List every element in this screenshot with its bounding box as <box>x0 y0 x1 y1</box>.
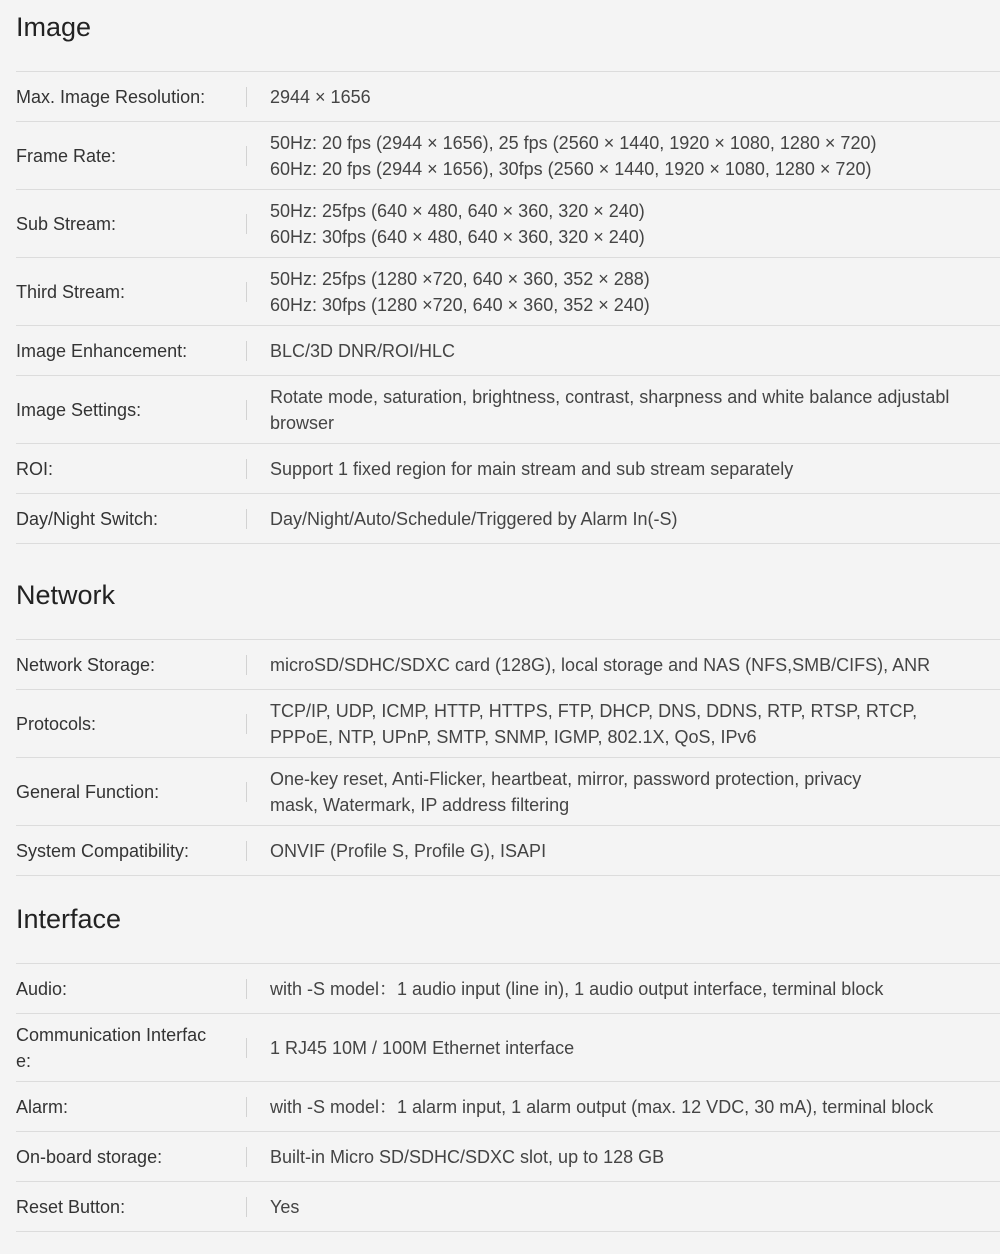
spec-label: Network Storage: <box>16 654 156 675</box>
spec-value: 50Hz: 25fps (640 × 480, 640 × 360, 320 × 240) 60Hz: 30fps (640 × 480, 640 × 360, 320 × 240) <box>270 200 645 247</box>
spec-value: microSD/SDHC/SDXC card (128G), local storage and NAS (NFS,SMB/CIFS), ANR <box>270 654 931 675</box>
spec-row-network-storage <box>16 640 1000 690</box>
row-divider <box>246 282 247 302</box>
row-divider <box>246 1147 247 1167</box>
spec-row-image-settings <box>16 376 1000 444</box>
row-divider <box>246 214 247 234</box>
spec-row-system-compatibility <box>16 826 1000 876</box>
spec-label: Audio: <box>16 978 68 999</box>
spec-value: 2944 × 1656 <box>270 86 371 107</box>
spec-label: General Function: <box>16 781 160 802</box>
row-divider <box>246 655 247 675</box>
spec-row-general-function <box>16 758 1000 826</box>
section-network <box>16 568 1000 876</box>
row-divider <box>246 782 247 802</box>
spec-row-alarm <box>16 1082 1000 1132</box>
row-divider <box>246 400 247 420</box>
row-divider <box>246 1038 247 1058</box>
section-image <box>16 0 1000 544</box>
spec-label: On-board storage: <box>16 1146 163 1167</box>
row-divider <box>246 509 247 529</box>
row-divider <box>246 979 247 999</box>
spec-row-on-board-storage <box>16 1132 1000 1182</box>
spec-label: Protocols: <box>16 713 97 734</box>
spec-value: 50Hz: 25fps (1280 ×720, 640 × 360, 352 × 288) 60Hz: 30fps (1280 ×720, 640 × 360, 352 × 240) <box>270 268 650 315</box>
spec-label: Day/Night Switch: <box>16 508 159 529</box>
spec-row-audio <box>16 964 1000 1014</box>
row-divider <box>246 87 247 107</box>
spec-value: Built-in Micro SD/SDHC/SDXC slot, up to 128 GB <box>270 1146 665 1167</box>
row-divider <box>246 1097 247 1117</box>
spec-row-frame-rate <box>16 122 1000 190</box>
row-divider <box>246 341 247 361</box>
section-title-image: Image <box>16 0 1000 72</box>
section-title-interface: Interface <box>16 892 1000 964</box>
spec-label: Frame Rate: <box>16 145 117 166</box>
row-divider <box>246 841 247 861</box>
section-title-network: Network <box>16 568 1000 640</box>
spec-value: Day/Night/Auto/Schedule/Triggered by Alarm In(-S) <box>270 508 678 529</box>
spec-row-image-enhancement <box>16 326 1000 376</box>
spec-label: System Compatibility: <box>16 840 190 861</box>
spec-row-max-image-resolution <box>16 72 1000 122</box>
spec-row-communication-interface <box>16 1014 1000 1082</box>
spec-value: 50Hz: 20 fps (2944 × 1656), 25 fps (2560 × 1440, 1920 × 1080, 1280 × 720) 60Hz: 20 fps (2944 × 1656), 30fps (2560 × 1440, 1920 × 1080, 1280 × 720) <box>270 132 877 179</box>
spec-row-protocols <box>16 690 1000 758</box>
row-divider <box>246 1197 247 1217</box>
row-divider <box>246 146 247 166</box>
spec-label: Image Enhancement: <box>16 340 188 361</box>
row-divider <box>246 459 247 479</box>
spec-value: 1 RJ45 10M / 100M Ethernet interface <box>270 1037 575 1058</box>
spec-value: Yes <box>270 1196 300 1217</box>
spec-label: Alarm: <box>16 1096 69 1117</box>
spec-label: ROI: <box>16 458 54 479</box>
spec-row-roi <box>16 444 1000 494</box>
spec-row-day-night-switch <box>16 494 1000 544</box>
spec-label: Max. Image Resolution: <box>16 86 206 107</box>
section-interface <box>16 892 1000 1232</box>
spec-row-sub-stream <box>16 190 1000 258</box>
spec-row-reset-button <box>16 1182 1000 1232</box>
spec-label: Third Stream: <box>16 281 126 302</box>
spec-value: BLC/3D DNR/ROI/HLC <box>270 340 456 361</box>
row-divider <box>246 714 247 734</box>
spec-row-third-stream <box>16 258 1000 326</box>
spec-value: One-key reset, Anti-Flicker, heartbeat, mirror, password protection, privacy mask, Watermark, IP address filtering <box>270 768 862 815</box>
spec-value: with -S model：1 audio input (line in), 1 audio output interface, terminal block <box>270 978 884 999</box>
spec-value: Rotate mode, saturation, brightness, contrast, sharpness and white balance adjustabl browser <box>270 386 950 433</box>
spec-label: Reset Button: <box>16 1196 126 1217</box>
spec-value: TCP/IP, UDP, ICMP, HTTP, HTTPS, FTP, DHCP, DNS, DDNS, RTP, RTSP, RTCP, PPPoE, NTP, UPnP, SMTP, SNMP, IGMP, 802.1X, QoS, IPv6 <box>270 700 918 747</box>
spec-value: ONVIF (Profile S, Profile G), ISAPI <box>270 840 547 861</box>
spec-label: Sub Stream: <box>16 213 117 234</box>
spec-value: Support 1 fixed region for main stream and sub stream separately <box>270 458 794 479</box>
spec-value: with -S model：1 alarm input, 1 alarm output (max. 12 VDC, 30 mA), terminal block <box>270 1096 934 1117</box>
spec-label: Communication Interfac e: <box>16 1024 207 1071</box>
spec-label: Image Settings: <box>16 399 142 420</box>
